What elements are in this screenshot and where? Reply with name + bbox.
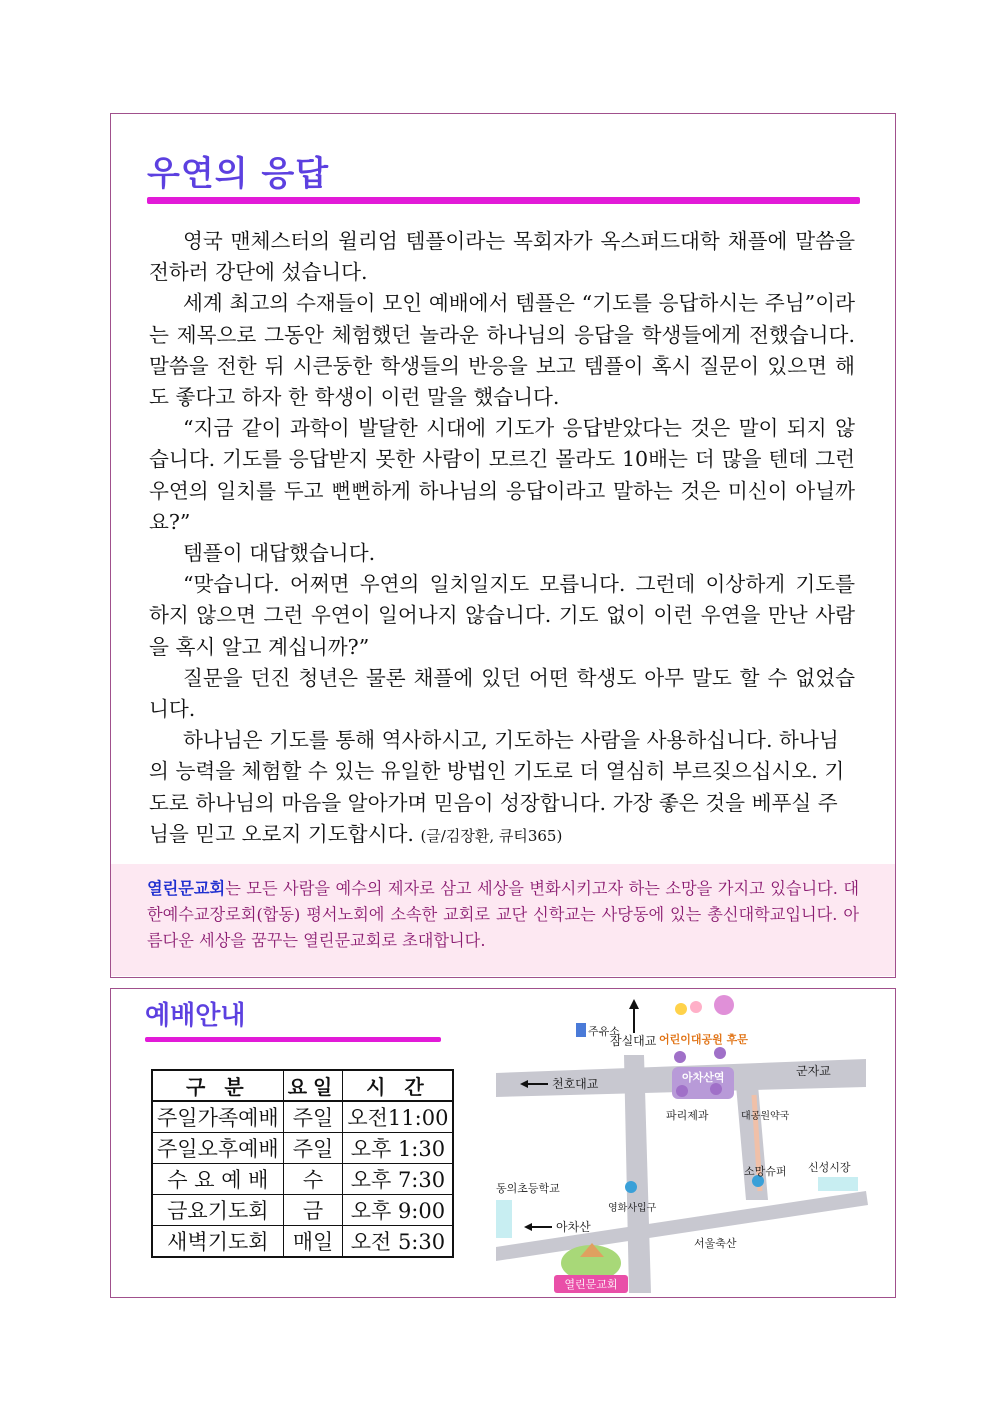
article-title: 우연의 응답 [147, 154, 330, 194]
label-younghwa-entrance: 영화사입구 [608, 1203, 657, 1214]
service-time: 오후 7:30 [343, 1164, 454, 1195]
article-box [110, 113, 896, 978]
paragraph-last [149, 725, 855, 852]
service-time: 오전11:00 [343, 1101, 454, 1133]
paragraph: 질문을 던진 청년은 물론 채플에 있던 어떤 학생도 아무 말도 할 수 없었습니다. [149, 665, 855, 722]
label-daegong-pharmacy: 대공원약국 [741, 1111, 790, 1122]
paragraph: 세계 최고의 수재들이 모인 예배에서 템플은 “기도를 응답하시는 주님”이라는 제목으로 그동안 체험했던 놀라운 하나님의 응답을 학생들에게 전했습니다. 말씀을 전한 뒤 시큰둥한 학생들의 반응을 보고 템플이 혹시 질문이 있으면 해도 좋다고 하자 한 학생이 이런 말을 했습니다. [149, 291, 855, 410]
paragraph: 영국 맨체스터의 윌리엄 템플이라는 목회자가 옥스퍼드대학 채플에 말씀을 전하러 강단에 섰습니다. [149, 229, 855, 285]
exit-marker-3 [674, 1051, 686, 1063]
arrow-left-head [524, 1223, 532, 1231]
table-row [152, 1226, 453, 1258]
worship-box [110, 988, 896, 1298]
service-time: 오전 5:30 [343, 1226, 454, 1258]
gas-station-icon [576, 1023, 586, 1037]
market-building [818, 1177, 858, 1191]
paragraph: “지금 같이 과학이 발달한 시대에 기도가 응답받았다는 것은 말이 되지 않습니다. 기도를 응답받지 못한 사람이 모르긴 몰라도 10배는 더 많을 텐데 그런 우연의 일치를 두고 뻔뻔하게 하나님의 응답이라고 말하는 것은 미신이 아닐까요?” [149, 416, 855, 534]
label-somang-super: 소망슈퍼 [744, 1165, 787, 1178]
bus-stop-icon [625, 1181, 637, 1193]
church-intro [147, 876, 859, 954]
exit-marker-4 [714, 1047, 726, 1059]
table-header-row [152, 1070, 453, 1101]
table-row [152, 1195, 453, 1226]
service-time: 오후 9:00 [343, 1195, 454, 1226]
label-sinseong-market: 신성시장 [808, 1161, 851, 1174]
worship-rule [145, 1037, 441, 1042]
church-location-map [496, 995, 876, 1293]
paragraph-text: 하나님은 기도를 통해 역사하시고, 기도하는 사람을 사용하십니다. 하나님의 능력을 체험할 수 있는 유일한 방법인 기도로 더 열심히 부르짖으십시오. 기도로 하나님의 마음을 알아가며 믿음이 성장합니다. 가장 좋은 것을 베푸실 주님을 믿고 오로지 기도합시다. [149, 728, 845, 846]
worship-title: 예배안내 [145, 1001, 246, 1031]
label-gas-station: 주유소 [588, 1025, 620, 1038]
exit-marker-1 [710, 1083, 722, 1095]
service-day: 수 [283, 1164, 343, 1195]
service-name: 금요기도회 [152, 1195, 283, 1226]
article-credit: (글/김장환, 큐티365) [420, 826, 563, 845]
umbrella-icon [714, 995, 734, 1015]
service-time: 오후 1:30 [343, 1133, 454, 1164]
church-description: 는 모든 사람을 예수의 제자로 삼고 세상을 변화시키고자 하는 소망을 가지고 있습니다. 대한예수교장로회(합동) 평서노회에 소속한 교회로 교단 신학교는 사당동에 있는 총신대학교입니다. 아름다운 세상을 꿈꾸는 열린문교회로 초대합니다. [147, 879, 859, 950]
label-achasan: 아차산 [556, 1220, 591, 1234]
service-day: 주일 [283, 1133, 343, 1164]
church-name: 열린문교회 [147, 879, 226, 898]
service-name: 새벽기도회 [152, 1226, 283, 1258]
service-name: 주일가족예배 [152, 1101, 283, 1133]
table-row [152, 1101, 453, 1133]
school-building [496, 1200, 512, 1238]
label-childrens-park: 어린이대공원 후문 [659, 1033, 748, 1046]
table-row [152, 1164, 453, 1195]
service-day: 금 [283, 1195, 343, 1226]
header-day: 요일 [283, 1070, 343, 1101]
table-row [152, 1133, 453, 1164]
service-day: 매일 [283, 1226, 343, 1258]
exit-marker-2 [676, 1085, 688, 1097]
label-gunja-bridge: 군자교 [796, 1064, 831, 1078]
label-church: 열린문교회 [564, 1278, 618, 1291]
north-arrow-head [629, 999, 639, 1009]
flower-icon [675, 1003, 687, 1015]
label-paris-baguette: 파리제과 [666, 1109, 709, 1122]
service-day: 주일 [283, 1101, 343, 1133]
flower-icon [690, 1001, 702, 1013]
paragraph: 템플이 대답했습니다. [183, 541, 376, 566]
service-name: 주일오후예배 [152, 1133, 283, 1164]
church-intro-band [111, 864, 895, 976]
label-seoul-butcher: 서울축산 [694, 1237, 737, 1250]
label-dongui-school: 동의초등학교 [496, 1182, 560, 1195]
header-category: 구 분 [152, 1070, 283, 1101]
title-rule [147, 197, 860, 204]
header-time: 시 간 [343, 1070, 454, 1101]
service-name: 수 요 예 배 [152, 1164, 283, 1195]
article-body [149, 226, 855, 852]
label-achasan-station: 아차산역 [682, 1071, 725, 1084]
label-cheonho-bridge: 천호대교 [552, 1077, 599, 1091]
label-jamsil-bridge: 잠실대교 [610, 1034, 657, 1048]
paragraph: “맞습니다. 어쩌면 우연의 일치일지도 모릅니다. 그런데 이상하게 기도를 하지 않으면 그런 우연이 일어나지 않습니다. 기도 없이 이런 우연을 만난 사람을 혹시 알고 계십니까?” [149, 572, 855, 659]
worship-schedule-table [151, 1069, 454, 1258]
